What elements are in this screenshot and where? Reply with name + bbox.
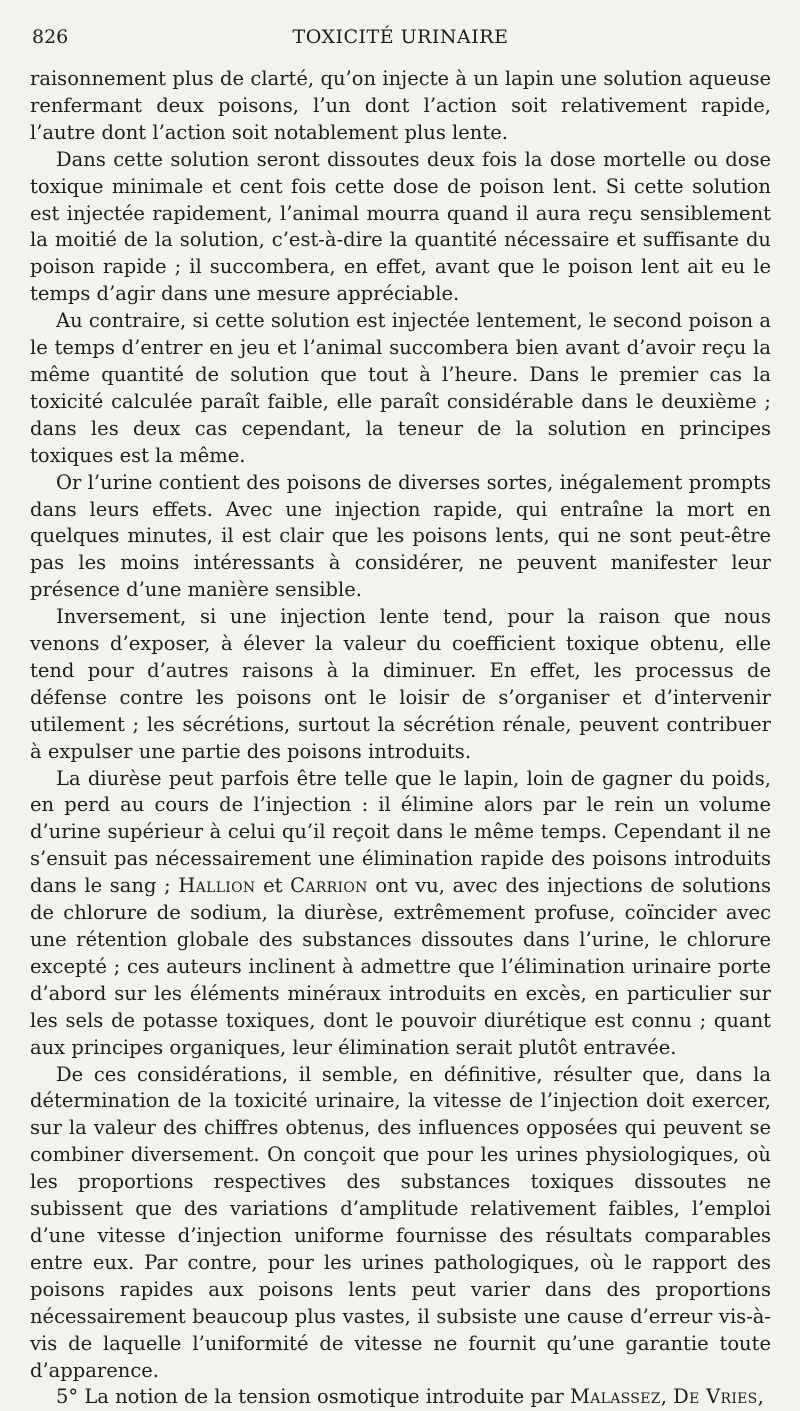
book-page	[30, 22, 771, 1409]
paragraph-text: ,	[660, 1385, 674, 1409]
paragraph-hallion-carrion	[30, 766, 771, 1062]
paragraph-text: et	[255, 874, 291, 898]
paragraph-continuation	[30, 66, 771, 147]
running-title: TOXICITÉ URINAIRE	[292, 26, 509, 48]
paragraph	[30, 147, 771, 308]
author-name: Carrion	[290, 874, 368, 898]
paragraph-text: Inversement, si une injection lente tend, pour la raison que nous venons d’exposer, à élever la valeur du coefficient toxique obtenu, elle tend pour d’autres raisons à la diminuer. En effet, les processus de défense contre les poisons ont le loisir de s’organiser et d’intervenir utilement ; les sécrétions, surtout la sécrétion rénale, peuvent contribuer à expulser une partie des poisons introduits.	[30, 605, 771, 763]
author-name: De Vries	[673, 1385, 758, 1409]
paragraph-text: ,	[757, 1385, 764, 1409]
paragraph-numbered-item	[30, 1384, 771, 1411]
paragraph-text: Au contraire, si cette solution est injectée lentement, le second poison a le temps d’entrer en jeu et l’animal succombera bien avant d’avoir reçu la même quantité de solution que tout à l’heure. Dans le premier cas la toxicité calculée paraît faible, elle paraît considérable dans le deuxième ; dans les deux cas cependant, la teneur de la solution en principes toxiques est la même.	[30, 309, 771, 467]
paragraph-text: ont vu, avec des injections de solutions de chlorure de sodium, la diurèse, extrêmement profuse, coïncider avec une rétention globale des substances dissoutes dans l’urine, le chlorure excepté ; ces auteurs inclinent à admettre que l’élimination urinaire porte d’abord sur les éléments minéraux introduits en excès, en particulier sur les sels de potasse toxiques, dont le pouvoir diurétique est connu ; quant aux principes organiques, leur élimination serait plutôt entravée.	[30, 874, 771, 1059]
paragraph-text: La diurèse peut parfois être telle que le lapin, loin de gagner du poids, en perd au cours de l’injection : il élimine alors par le rein un volume d’urine supérieur à celui qu’il reçoit dans le même temps. Cependant il ne s’ensuit pas nécessairement une élimination rapide des poisons introduits dans le sang ;	[30, 766, 771, 898]
paragraph-text: De ces considérations, il semble, en définitive, résulter que, dans la détermination de la toxicité urinaire, la vitesse de l’injection doit exercer, sur la valeur des chiffres obtenus, des influences opposées qui peuvent se combiner diversement. On conçoit que pour les urines physiologiques, où les proportions respectives des substances toxiques dissoutes ne subissent que des variations d’amplitude relativement faibles, l’emploi d’une vitesse d’injection uniforme fournisse des résultats comparables entre eux. Par contre, pour les urines pathologiques, où le rapport des poisons rapides aux poisons lents peut varier dans des proportions nécessairement beaucoup plus vastes, il subsiste une cause d’erreur vis-à-vis de laquelle l’uniformité de vitesse ne fournit qu’une garantie toute d’apparence.	[30, 1062, 771, 1382]
paragraph	[30, 604, 771, 765]
paragraph	[30, 1062, 771, 1385]
page-body	[30, 66, 771, 1411]
paragraph	[30, 308, 771, 469]
paragraph-text: 5° La notion de la tension osmotique introduite par	[56, 1385, 570, 1409]
author-name: Malassez	[569, 1385, 661, 1409]
paragraph-text: raisonnement plus de clarté, qu’on injecte à un lapin une solution aqueuse renfermant deux poisons, l’un dont l’action soit relativement rapide, l’autre dont l’action soit notablement plus lente.	[30, 67, 771, 144]
page-header	[30, 22, 771, 52]
paragraph-text: Or l’urine contient des poisons de diverses sortes, inégalement prompts dans leurs effets. Avec une injection rapide, qui entraîne la mort en quelques minutes, il est clair que les poisons lents, qui ne sont peut-être pas les moins intéressants à considérer, ne peuvent manifester leur présence d’une manière sensible.	[30, 470, 771, 602]
page-number: 826	[32, 26, 69, 48]
paragraph	[30, 470, 771, 605]
author-name: Hallion	[178, 874, 256, 898]
paragraph-text: Dans cette solution seront dissoutes deux fois la dose mortelle ou dose toxique minimale et cent fois cette dose de poison lent. Si cette solution est injectée rapidement, l’animal mourra quand il aura reçu sensiblement la moitié de la solution, c’est-à-dire la quantité nécessaire et suffisante du poison rapide ; il succombera, en effet, avant que le poison lent ait eu le temps d’agir dans une mesure appréciable.	[30, 147, 771, 306]
